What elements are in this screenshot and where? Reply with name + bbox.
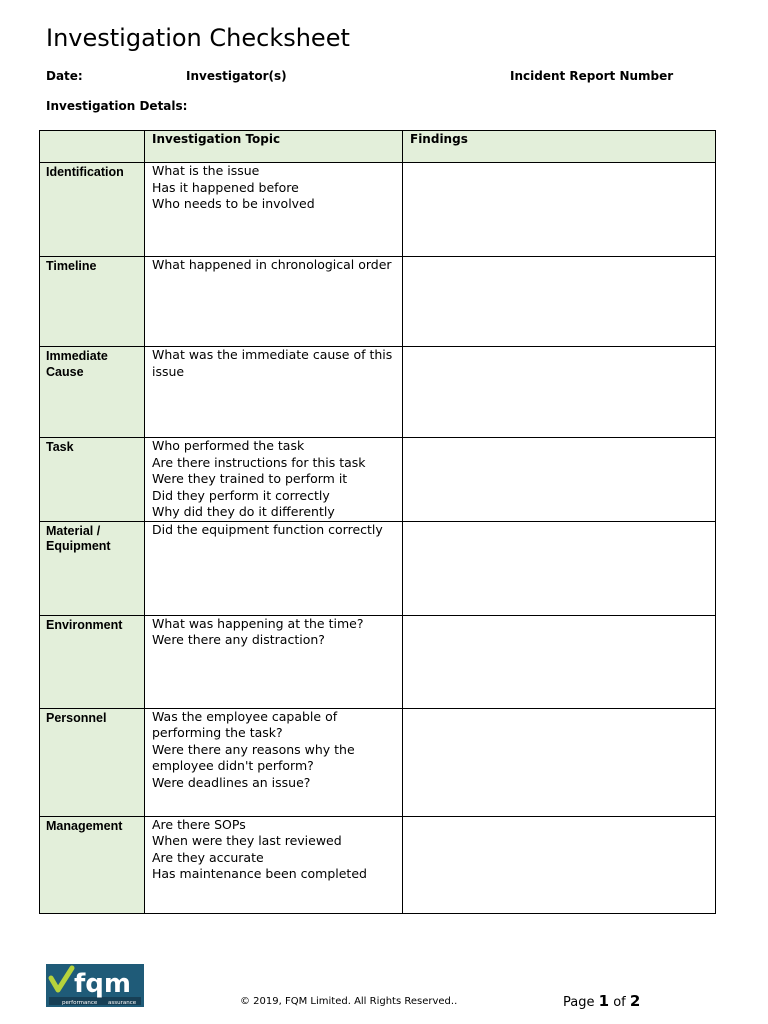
row-category-cell (40, 347, 145, 438)
table-row (40, 163, 716, 257)
page-of: of (613, 995, 626, 1010)
row-topics-cell (145, 257, 403, 347)
topic-item: What is the issue (152, 163, 260, 178)
topic-item: Were there any reasons why the employee didn't perform? (152, 741, 355, 773)
topic-item: Were there any distraction? (152, 632, 325, 647)
header-cell-blank (40, 131, 145, 163)
investigation-details-label: Investigation Detals: (46, 99, 188, 113)
category-task: Task (46, 440, 74, 454)
row-topics-cell (145, 438, 403, 522)
topic-item: Who performed the task (152, 438, 305, 453)
table-row (40, 708, 716, 816)
category-management: Management (46, 818, 123, 833)
row-category-cell (40, 615, 145, 708)
header-cell-topic: Investigation Topic (145, 131, 403, 163)
table-row (40, 257, 716, 347)
topic-item: Has it happened before (152, 179, 299, 195)
table-row (40, 438, 716, 522)
topic-item: Are there SOPs (152, 816, 246, 832)
row-category-cell (40, 521, 145, 615)
findings-cell[interactable] (403, 347, 716, 438)
row-category-cell (40, 708, 145, 816)
table-header-row (40, 131, 716, 163)
category-personnel: Personnel (46, 710, 107, 725)
row-topics-cell (145, 708, 403, 816)
copyright-text: © 2019, FQM Limited. All Rights Reserved.. (240, 996, 458, 1007)
page-current: 1 (598, 992, 610, 1010)
findings-cell[interactable] (403, 438, 716, 522)
investigator-label: Investigator(s) (186, 69, 287, 83)
findings-cell[interactable] (403, 708, 716, 816)
topic-item: Did they perform it correctly (152, 487, 330, 503)
topic-item: Was the employee capable of performing the task? (152, 708, 338, 740)
topic-item: Are there instructions for this task (152, 454, 366, 470)
table-row (40, 347, 716, 438)
topic-item: Who needs to be involved (152, 196, 315, 211)
header-cell-findings: Findings (403, 131, 716, 163)
category-material-equipment: Material / Equipment (46, 523, 111, 553)
incident-report-label: Incident Report Number (510, 69, 674, 83)
category-environment: Environment (46, 617, 123, 632)
logo-sub-left: performance (62, 1000, 98, 1006)
date-label: Date: (46, 69, 83, 83)
category-timeline: Timeline (46, 259, 97, 273)
logo-text: fqm (74, 969, 132, 999)
findings-cell[interactable] (403, 816, 716, 913)
category-immediate-cause: Immediate Cause (46, 349, 108, 379)
topic-item: Were they trained to perform it (152, 471, 348, 486)
row-category-cell (40, 816, 145, 913)
page-total: 2 (629, 992, 641, 1010)
fqm-logo (46, 964, 144, 1007)
topic-item: Are they accurate (152, 849, 264, 865)
topic-item: When were they last reviewed (152, 833, 342, 848)
topic-item: Did the equipment function correctly (152, 521, 383, 537)
topic-item: What happened in chronological order (152, 257, 392, 272)
row-topics-cell (145, 615, 403, 708)
findings-cell[interactable] (403, 163, 716, 257)
topic-item: Were deadlines an issue? (152, 774, 311, 790)
row-category-cell (40, 257, 145, 347)
findings-cell[interactable] (403, 615, 716, 708)
row-topics-cell (145, 521, 403, 615)
row-topics-cell (145, 163, 403, 257)
row-topics-cell (145, 816, 403, 913)
page-indicator (563, 992, 640, 1010)
findings-cell[interactable] (403, 257, 716, 347)
topic-item: Has maintenance been completed (152, 866, 367, 881)
row-category-cell (40, 163, 145, 257)
category-identification: Identification (46, 165, 124, 179)
topic-item: What was the immediate cause of this issue (152, 347, 393, 379)
findings-cell[interactable] (403, 521, 716, 615)
topic-item: What was happening at the time? (152, 615, 364, 631)
table-row (40, 816, 716, 913)
row-topics-cell (145, 347, 403, 438)
page-word: Page (563, 995, 595, 1010)
topic-item: Why did they do it differently (152, 504, 335, 519)
table-row (40, 521, 716, 615)
checkmark-icon (46, 964, 144, 1007)
table-row (40, 615, 716, 708)
investigation-table (39, 130, 716, 914)
logo-sub-right: assurance (108, 1000, 137, 1006)
document-title: Investigation Checksheet (46, 24, 350, 52)
row-category-cell (40, 438, 145, 522)
